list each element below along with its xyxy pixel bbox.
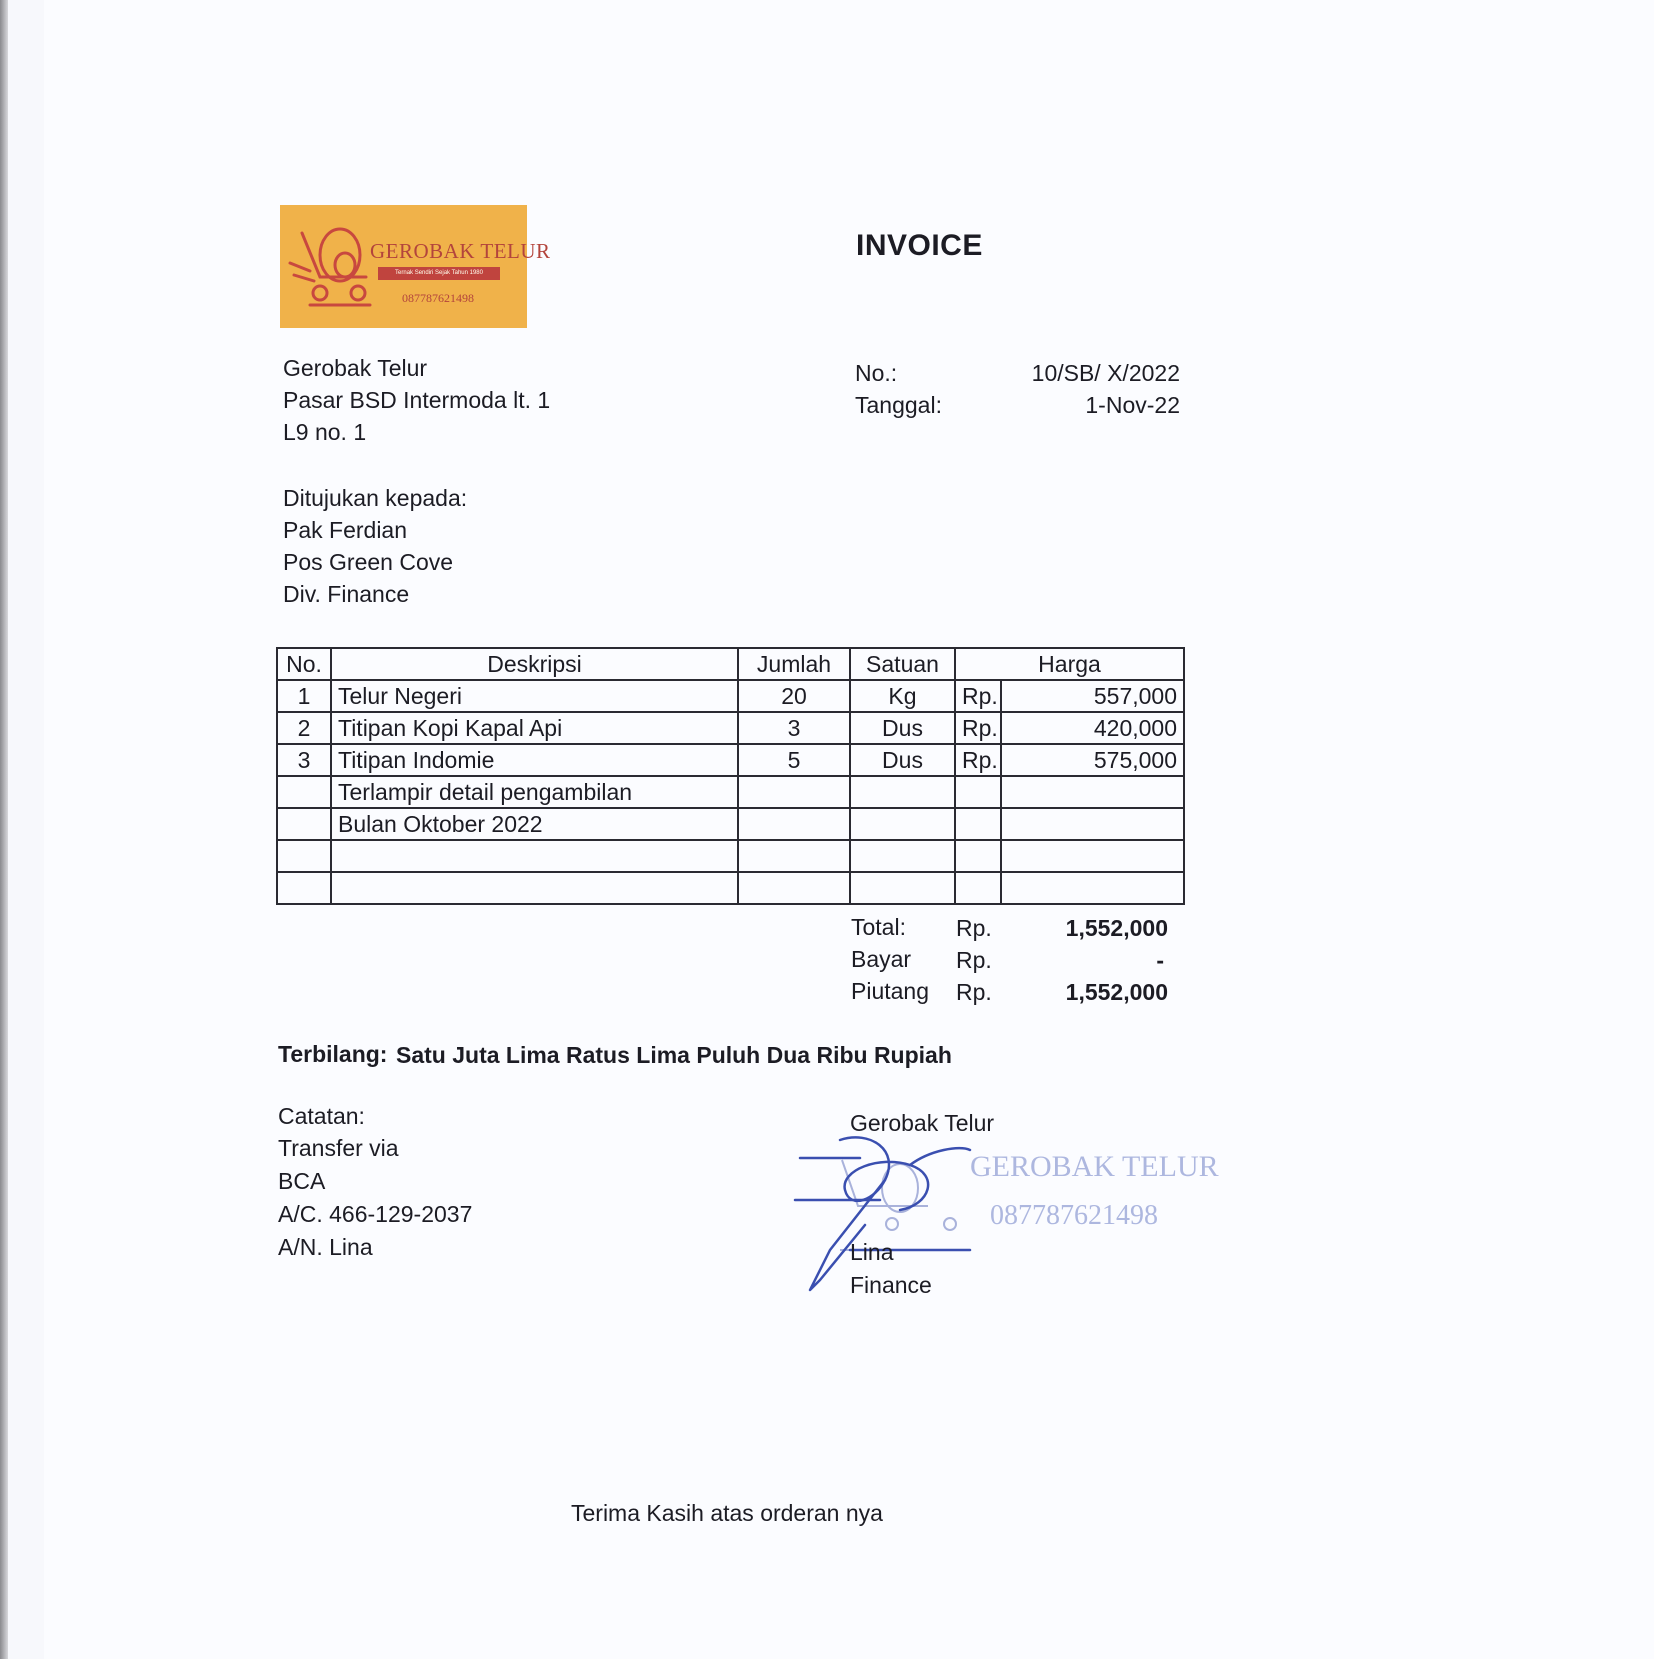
cell-no — [277, 872, 331, 904]
notes-account: A/C. 466-129-2037 — [278, 1201, 473, 1227]
cell-desc: Bulan Oktober 2022 — [331, 808, 738, 840]
cell-qty — [738, 776, 850, 808]
col-header-price: Harga — [955, 648, 1184, 680]
table-header-row — [277, 648, 1184, 680]
recipient-company: Pos Green Cove — [283, 549, 454, 575]
items-table — [276, 647, 1185, 905]
cell-price — [1001, 840, 1184, 872]
cell-no: 3 — [277, 744, 331, 776]
due-currency: Rp. — [956, 979, 992, 1005]
amount-words-label: Terbilang: — [278, 1041, 388, 1067]
stamp-phone: 087787621498 — [990, 1200, 1158, 1231]
signature-company: Gerobak Telur — [850, 1110, 995, 1136]
table-row — [277, 712, 1184, 744]
cell-no: 2 — [277, 712, 331, 744]
paid-label: Bayar — [851, 946, 912, 972]
logo-tagline: Ternak Sendiri Sejak Tahun 1980 — [378, 267, 500, 280]
logo-phone: 087787621498 — [402, 291, 474, 305]
cell-currency: Rp. — [955, 712, 1001, 744]
scan-edge — [0, 0, 8, 1659]
cell-qty: 20 — [738, 680, 850, 712]
paid-currency: Rp. — [956, 947, 992, 973]
cell-currency — [955, 840, 1001, 872]
cell-no — [277, 840, 331, 872]
col-header-desc: Deskripsi — [331, 648, 738, 680]
col-header-qty: Jumlah — [738, 648, 850, 680]
logo-company-name: GEROBAK TELUR — [370, 239, 551, 263]
invoice-no-value: 10/SB/ X/2022 — [1031, 360, 1180, 386]
table-row — [277, 808, 1184, 840]
invoice-date-value: 1-Nov-22 — [1085, 392, 1180, 418]
cell-desc: Terlampir detail pengambilan — [331, 776, 738, 808]
notes-line1: Transfer via — [278, 1135, 399, 1161]
cell-qty — [738, 872, 850, 904]
cell-currency — [955, 808, 1001, 840]
seller-address-line1: Pasar BSD Intermoda lt. 1 — [283, 387, 551, 413]
cell-unit — [850, 776, 955, 808]
cell-qty — [738, 840, 850, 872]
recipient-heading: Ditujukan kepada: — [283, 485, 468, 511]
cell-unit — [850, 808, 955, 840]
col-header-unit: Satuan — [850, 648, 955, 680]
cell-unit: Dus — [850, 712, 955, 744]
stamp-company-name: GEROBAK TELUR — [970, 1150, 1219, 1183]
seller-name: Gerobak Telur — [283, 355, 428, 381]
amount-words-value: Satu Juta Lima Ratus Lima Puluh Dua Ribu Rupiah — [396, 1042, 952, 1068]
due-label: Piutang — [851, 978, 930, 1004]
recipient-name: Pak Ferdian — [283, 517, 408, 543]
invoice-no-label: No.: — [855, 360, 898, 386]
cell-price — [1001, 808, 1184, 840]
company-logo — [280, 205, 551, 328]
due-value: 1,552,000 — [1065, 979, 1168, 1005]
cell-price: 557,000 — [1001, 680, 1184, 712]
cell-unit: Kg — [850, 680, 955, 712]
seller-address-line2: L9 no. 1 — [283, 419, 367, 445]
cell-unit — [850, 872, 955, 904]
signatory-name: Lina — [850, 1239, 894, 1265]
paid-value: - — [1156, 947, 1164, 973]
cell-unit — [850, 840, 955, 872]
cell-no — [277, 808, 331, 840]
total-currency: Rp. — [956, 915, 992, 941]
cell-unit: Dus — [850, 744, 955, 776]
footer-thanks: Terima Kasih atas orderan nya — [571, 1500, 883, 1526]
signatory-role: Finance — [850, 1272, 932, 1298]
cell-price — [1001, 776, 1184, 808]
notes-holder: A/N. Lina — [278, 1234, 373, 1260]
invoice-title: INVOICE — [856, 229, 983, 262]
invoice-date-label: Tanggal: — [855, 392, 942, 418]
cell-currency: Rp. — [955, 744, 1001, 776]
cell-price: 420,000 — [1001, 712, 1184, 744]
cell-no — [277, 776, 331, 808]
table-row — [277, 840, 1184, 872]
cell-desc: Telur Negeri — [331, 680, 738, 712]
total-value: 1,552,000 — [1065, 915, 1168, 941]
cell-desc: Titipan Kopi Kapal Api — [331, 712, 738, 744]
table-row — [277, 872, 1184, 904]
notes-bank: BCA — [278, 1168, 326, 1194]
total-label: Total: — [851, 914, 906, 940]
table-row — [277, 680, 1184, 712]
cell-desc — [331, 872, 738, 904]
cell-currency — [955, 872, 1001, 904]
notes-heading: Catatan: — [278, 1103, 365, 1129]
cell-price: 575,000 — [1001, 744, 1184, 776]
cell-qty — [738, 808, 850, 840]
table-row — [277, 776, 1184, 808]
cell-no: 1 — [277, 680, 331, 712]
cell-qty: 3 — [738, 712, 850, 744]
table-row — [277, 744, 1184, 776]
recipient-division: Div. Finance — [283, 581, 410, 607]
cell-qty: 5 — [738, 744, 850, 776]
col-header-no: No. — [277, 648, 331, 680]
cell-currency: Rp. — [955, 680, 1001, 712]
cell-currency — [955, 776, 1001, 808]
cell-price — [1001, 872, 1184, 904]
cell-desc: Titipan Indomie — [331, 744, 738, 776]
cell-desc — [331, 840, 738, 872]
